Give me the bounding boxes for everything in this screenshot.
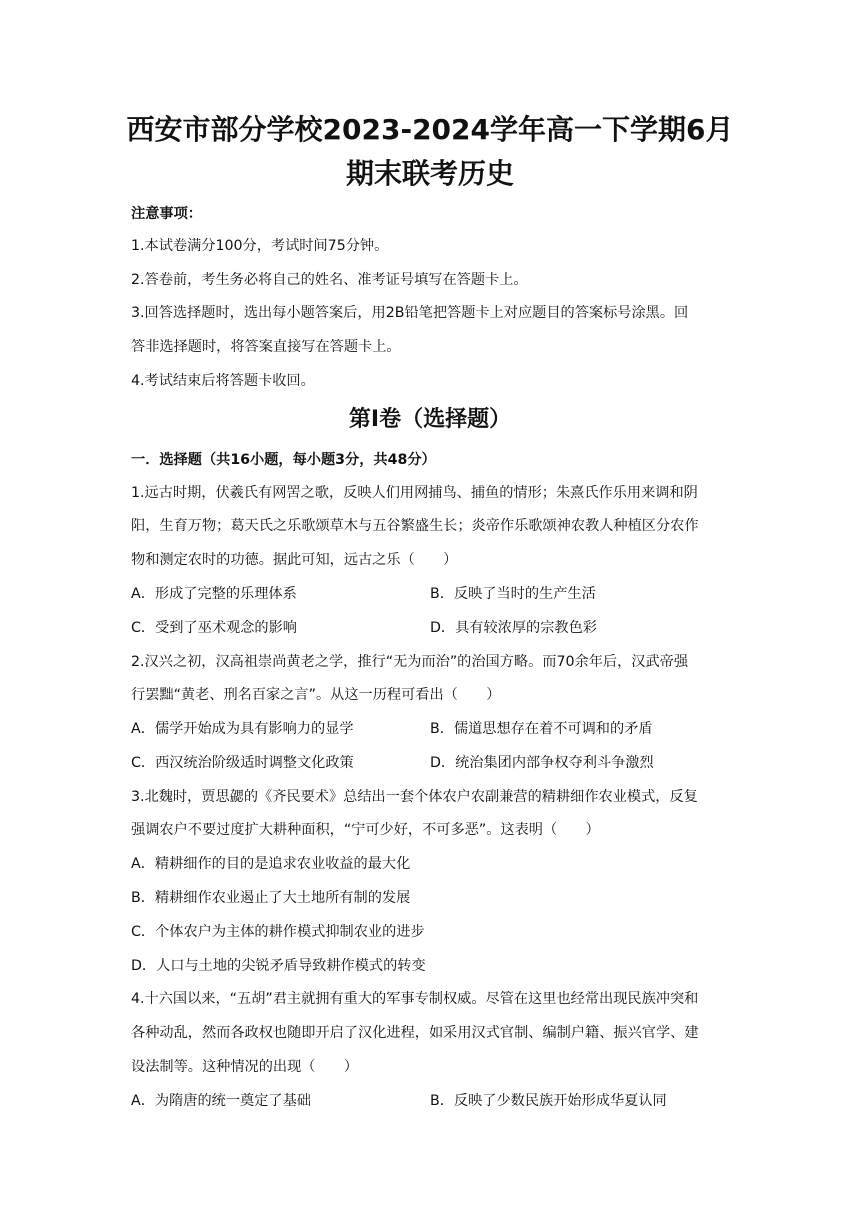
question-stem-line: 4.十六国以来，“五胡”君主就拥有重大的军事专制权威。尽管在这里也经常出现民族冲突和	[131, 991, 699, 1007]
option-c: C．个体农户为主体的耕作模式抑制农业的进步	[131, 924, 425, 940]
option-d: D．统治集团内部争权夺利斗争激烈	[430, 755, 654, 771]
question-stem-line: 各种动乱，然而各政权也随即开启了汉化进程，如采用汉式官制、编制户籍、振兴官学、建	[131, 1025, 699, 1041]
option-d: D．具有较浓厚的宗教色彩	[430, 620, 597, 636]
note-item: 1.本试卷满分100分，考试时间75分钟。	[131, 238, 389, 254]
option-c: C．西汉统治阶级适时调整文化政策	[131, 755, 354, 771]
option-a: A．儒学开始成为具有影响力的显学	[131, 721, 354, 737]
note-item: 2.答卷前，考生务必将自己的姓名、准考证号填写在答题卡上。	[131, 272, 528, 288]
question-stem-line: 1.远古时期，伏羲氏有网罟之歌，反映人们用网捕鸟、捕鱼的情形；朱熹氏作乐用来调和阴	[131, 485, 698, 501]
question-stem-line: 物和测定农时的功德。据此可知，远古之乐（ ）	[131, 552, 458, 568]
option-a: A．为隋唐的统一奠定了基础	[131, 1093, 311, 1109]
option-a: A．精耕细作的目的是追求农业收益的最大化	[131, 856, 411, 872]
option-b: B．反映了当时的生产生活	[430, 586, 596, 602]
note-item: 3.回答选择题时，选出每小题答案后，用2B铅笔把答题卡上对应题目的答案标号涂黑。回	[131, 305, 689, 321]
option-b: B．反映了少数民族开始形成华夏认同	[430, 1093, 667, 1109]
exam-title-line2: 期末联考历史	[345, 157, 514, 190]
question-stem-line: 3.北魏时，贾思勰的《齐民要术》总结出一套个体农户农副兼营的精耕细作农业模式，反复	[131, 789, 698, 805]
question-stem-line: 行罢黜“黄老、刑名百家之言”。从这一历程可看出（ ）	[131, 687, 501, 703]
notes-heading: 注意事项：	[131, 206, 202, 222]
note-item: 4.考试结束后将答题卡收回。	[131, 373, 315, 389]
question-stem-line: 强调农户不要过度扩大耕种面积，“宁可少好，不可多恶”。这表明（ ）	[131, 822, 600, 838]
question-stem-line: 2.汉兴之初，汉高祖崇尚黄老之学，推行“无为而治”的治国方略。而70余年后，汉武帝强	[131, 654, 689, 670]
question-stem-line: 设法制等。这种情况的出现（ ）	[131, 1059, 359, 1075]
option-b: B．精耕细作农业遏止了大土地所有制的发展	[131, 890, 411, 906]
option-d: D．人口与土地的尖锐矛盾导致耕作模式的转变	[131, 958, 426, 974]
part-heading: 一．选择题（共16小题，每小题3分，共48分）	[131, 452, 436, 468]
question-stem-line: 阳，生育万物；葛天氏之乐歌颂草木与五谷繁盛生长；炎帝作乐歌颂神农教人种植区分农作	[131, 518, 699, 534]
option-b: B．儒道思想存在着不可调和的矛盾	[430, 721, 653, 737]
option-c: C．受到了巫术观念的影响	[131, 620, 297, 636]
exam-title-line1: 西安市部分学校2023-2024学年高一下学期6月	[126, 113, 734, 146]
section-title: 第I卷（选择题）	[348, 407, 512, 432]
option-a: A．形成了完整的乐理体系	[131, 586, 297, 602]
note-item: 答非选择题时，将答案直接写在答题卡上。	[131, 339, 401, 355]
